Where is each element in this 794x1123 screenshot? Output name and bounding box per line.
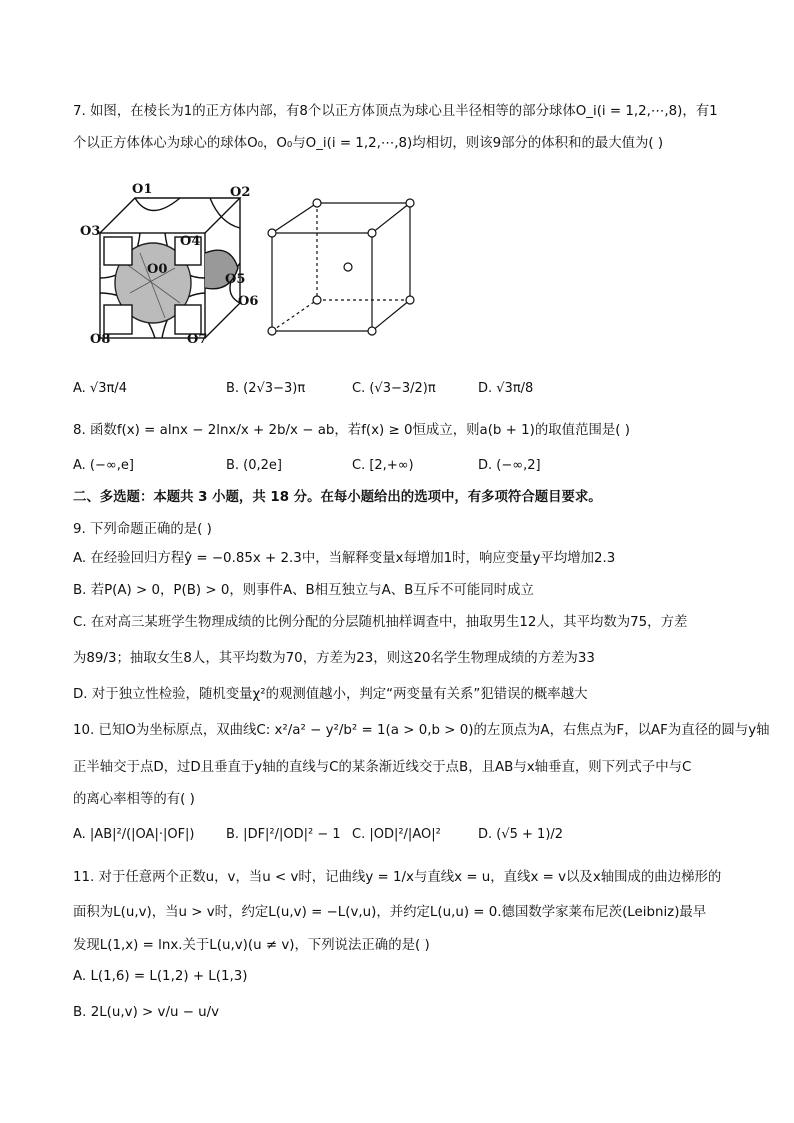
q10-option-a[interactable]: A. |AB|²/(|OA|·|OF|) [73,827,195,842]
q10-stem-line3: 的离心率相等的有( ) [73,792,195,807]
label-o2: O2 [230,185,251,200]
q7-figure [80,183,420,348]
label-o4: O4 [180,234,201,249]
q8-option-a[interactable]: A. (−∞,e] [73,458,134,473]
q7-option-b[interactable]: B. (2√3−3)π [226,381,306,396]
q8-option-b[interactable]: B. (0,2e] [226,458,282,473]
q11-stem-line1: 11. 对于任意两个正数u，v，当u < v时，记曲线y = 1/x与直线x = u，直线x = v以及x轴围成的曲边梯形的 [73,870,722,885]
q7-option-c[interactable]: C. (√3−3/2)π [352,381,436,396]
q8-stem: 8. 函数f(x) = alnx − 2lnx/x + 2b/x − ab，若f(x) ≥ 0恒成立，则a(b + 1)的取值范围是( ) [73,423,630,438]
label-o3: O3 [80,224,101,239]
q7-stem-line2: 个以正方体体心为球心的球体O₀，O₀与O_i(i = 1,2,⋯,8)均相切，则该9部分的体积和的最大值为( ) [73,136,664,151]
q7-option-d[interactable]: D. √3π/8 [478,381,534,396]
q9-option-b[interactable]: B. 若P(A) > 0，P(B) > 0，则事件A、B相互独立与A、B互斥不可能同时成立 [73,583,534,598]
q9-option-a[interactable]: A. 在经验回归方程ŷ = −0.85x + 2.3中，当解释变量x每增加1时，响应变量y平均增加2.3 [73,551,616,566]
q10-stem-line1: 10. 已知O为坐标原点，双曲线C: x²/a² − y²/b² = 1(a > 0,b > 0)的左顶点为A，右焦点为F，以AF为直径的圆与y轴 [73,723,770,738]
label-o7: O7 [187,332,208,347]
label-o0: O0 [147,262,168,277]
q11-stem-line3: 发现L(1,x) = lnx.关于L(u,v)(u ≠ v)，下列说法正确的是( ) [73,938,430,953]
label-o8: O8 [90,332,111,347]
q9-option-d[interactable]: D. 对于独立性检验，随机变量χ²的观测值越小，判定“两变量有关系”犯错误的概率越大 [73,687,588,702]
q7-option-a[interactable]: A. √3π/4 [73,381,127,396]
label-o1: O1 [132,183,153,197]
q9-option-c-line1[interactable]: C. 在对高三某班学生物理成绩的比例分配的分层随机抽样调查中，抽取男生12人，其平均数为75，方差 [73,615,688,630]
q10-option-c[interactable]: C. |OD|²/|AO|² [352,827,441,842]
q8-option-c[interactable]: C. [2,+∞) [352,458,414,473]
q8-option-d[interactable]: D. (−∞,2] [478,458,541,473]
cube-with-spheres-figure [100,198,240,338]
q11-stem-line2: 面积为L(u,v)，当u > v时，约定L(u,v) = −L(v,u)，并约定L(u,u) = 0.德国数学家莱布尼茨(Leibniz)最早 [73,905,707,920]
q9-stem: 9. 下列命题正确的是( ) [73,522,212,537]
q10-option-d[interactable]: D. (√5 + 1)/2 [478,827,564,842]
wireframe-cube-figure [268,199,414,335]
label-o5: O5 [225,272,246,287]
q10-option-b[interactable]: B. |DF|²/|OD|² − 1 [226,827,341,842]
q11-option-a[interactable]: A. L(1,6) = L(1,2) + L(1,3) [73,969,248,984]
q9-option-c-line2: 为89/3；抽取女生8人，其平均数为70，方差为23，则这20名学生物理成绩的方差为33 [73,651,595,666]
section-heading-multiple-choice: 二、多选题：本题共 3 小题，共 18 分。在每小题给出的选项中，有多项符合题目要求。 [73,490,602,505]
q11-option-b[interactable]: B. 2L(u,v) > v/u − u/v [73,1005,220,1020]
q7-stem-line1: 7. 如图，在棱长为1的正方体内部，有8个以正方体顶点为球心且半径相等的部分球体O_i(i = 1,2,⋯,8)，有1 [73,104,718,119]
label-o6: O6 [238,294,259,309]
q10-stem-line2: 正半轴交于点D，过D且垂直于y轴的直线与C的某条渐近线交于点B，且AB与x轴垂直，则下列式子中与C [73,760,692,775]
